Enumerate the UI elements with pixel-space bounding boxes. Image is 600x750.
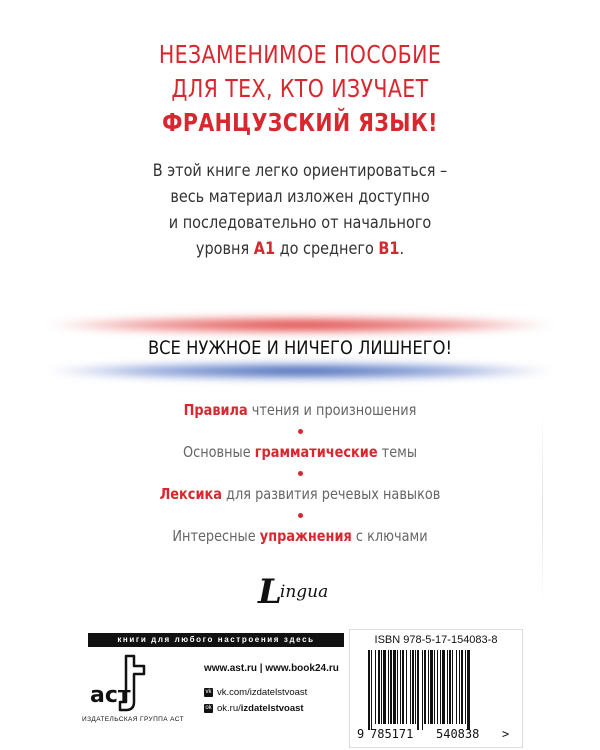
publisher-name: ИЗДАТЕЛЬСКАЯ ГРУППА АСТ xyxy=(82,716,185,723)
feature-item xyxy=(42,398,558,422)
bullet-dot xyxy=(0,422,600,440)
feature-list xyxy=(0,398,600,548)
tagline-bar: книги для любого настроения здесь xyxy=(88,633,344,647)
act-logo-text: аст xyxy=(90,683,131,708)
feature-after: для развития речевых навыков xyxy=(221,485,441,503)
barcode-bar xyxy=(459,650,460,724)
websites: www.ast.ru | www.book24.ru xyxy=(204,663,339,674)
intro-paragraph xyxy=(45,158,555,262)
barcode-bar xyxy=(437,650,438,724)
barcode-bar xyxy=(434,650,435,724)
barcode-bar xyxy=(440,650,441,724)
barcode-bar xyxy=(417,650,419,730)
lingua-logo-initial: L xyxy=(258,572,282,612)
barcode-bar xyxy=(410,650,411,724)
barcode-bar xyxy=(452,650,453,724)
barcode-bar xyxy=(415,650,416,724)
headline-line-2: ДЛЯ ТЕХ, КТО ИЗУЧАЕТ xyxy=(171,74,429,103)
bullet-dot xyxy=(0,464,600,482)
barcode-bar xyxy=(378,650,380,724)
ok-prefix: ok.ru/ xyxy=(217,703,241,714)
feature-item xyxy=(42,482,558,506)
barcode-bar xyxy=(388,650,389,724)
feature-after: темы xyxy=(377,443,418,461)
banner-blue-stripe xyxy=(48,362,552,380)
social-ok xyxy=(204,703,304,714)
barcode-bar xyxy=(430,650,433,724)
barcode-bar xyxy=(428,650,429,724)
intro-line-3: и последовательно от начального xyxy=(168,213,432,233)
banner-red-stripe xyxy=(48,316,552,334)
lingua-logo-rest: ingua xyxy=(279,582,329,602)
barcode-addon: > xyxy=(502,727,510,741)
level-start: A1 xyxy=(253,239,276,259)
barcode-bar xyxy=(368,650,370,730)
isbn-label: ISBN 978-5-17-154083-8 xyxy=(374,634,498,646)
barcode-bar xyxy=(422,650,423,730)
barcode-bar xyxy=(390,650,392,724)
barcode-bar xyxy=(397,650,398,724)
social-vk xyxy=(204,687,307,698)
intro-line-1: В этой книге легко ориентироваться – xyxy=(152,161,448,181)
barcode-bar xyxy=(424,650,426,724)
headline-line-1: НЕЗАМЕНИМОЕ ПОСОБИЕ xyxy=(158,40,442,69)
intro-line-2: весь материал изложен доступно xyxy=(170,187,430,207)
feature-highlight: упражнения xyxy=(259,527,352,545)
intro-line-4-middle: до среднего xyxy=(275,239,379,259)
feature-item xyxy=(42,524,558,548)
barcode-bar xyxy=(393,650,396,724)
bullet-dot xyxy=(0,506,600,524)
barcode-bar xyxy=(456,650,457,724)
barcode xyxy=(356,650,516,742)
intro-line-4-end: . xyxy=(399,239,405,259)
act-logo xyxy=(88,652,148,716)
barcode-bar xyxy=(467,650,470,730)
headline xyxy=(54,38,546,140)
feature-item xyxy=(42,440,558,464)
barcode-bar xyxy=(402,650,404,724)
barcode-bar xyxy=(442,650,445,724)
barcode-first-digit: 9 xyxy=(357,727,365,741)
vk-prefix: vk.com/ xyxy=(217,687,250,698)
level-end: B1 xyxy=(378,239,400,259)
flag-banner xyxy=(48,316,552,380)
feature-before: Основные xyxy=(182,443,255,461)
barcode-group-2: 540838 xyxy=(436,727,480,741)
barcode-bar xyxy=(406,650,407,724)
barcode-bar xyxy=(461,650,463,724)
feature-after: чтения и произношения xyxy=(247,401,417,419)
vk-handle: izdatelstvoast xyxy=(249,687,308,698)
barcode-bar xyxy=(383,650,386,724)
intro-line-4-before: уровня xyxy=(195,239,254,259)
ok-handle: izdatelstvoast xyxy=(240,703,304,714)
ok-icon: ok xyxy=(205,705,212,711)
feature-highlight: Правила xyxy=(183,401,248,419)
lingua-logo xyxy=(258,566,329,612)
page-edge-shadow xyxy=(542,408,543,608)
barcode-bar xyxy=(400,650,401,724)
banner-text: ВСЕ НУЖНОЕ И НИЧЕГО ЛИШНЕГО! xyxy=(147,337,453,359)
barcode-bar xyxy=(371,650,372,730)
feature-after: с ключами xyxy=(351,527,428,545)
headline-line-3: ФРАНЦУЗСКИЙ ЯЗЫК! xyxy=(162,108,438,137)
barcode-bar xyxy=(447,650,448,724)
barcode-bar xyxy=(449,650,451,724)
feature-highlight: Лексика xyxy=(159,485,222,503)
feature-before: Интересные xyxy=(172,527,260,545)
barcode-box xyxy=(349,629,523,748)
barcode-bar xyxy=(412,650,414,724)
vk-icon: vk xyxy=(205,689,212,695)
barcode-bar xyxy=(375,650,376,724)
barcode-group-1: 785171 xyxy=(370,727,414,741)
feature-highlight: грамматические xyxy=(254,443,378,461)
barcode-bar xyxy=(465,650,466,724)
barcode-bar xyxy=(381,650,382,724)
intro-line-4 xyxy=(45,236,555,262)
